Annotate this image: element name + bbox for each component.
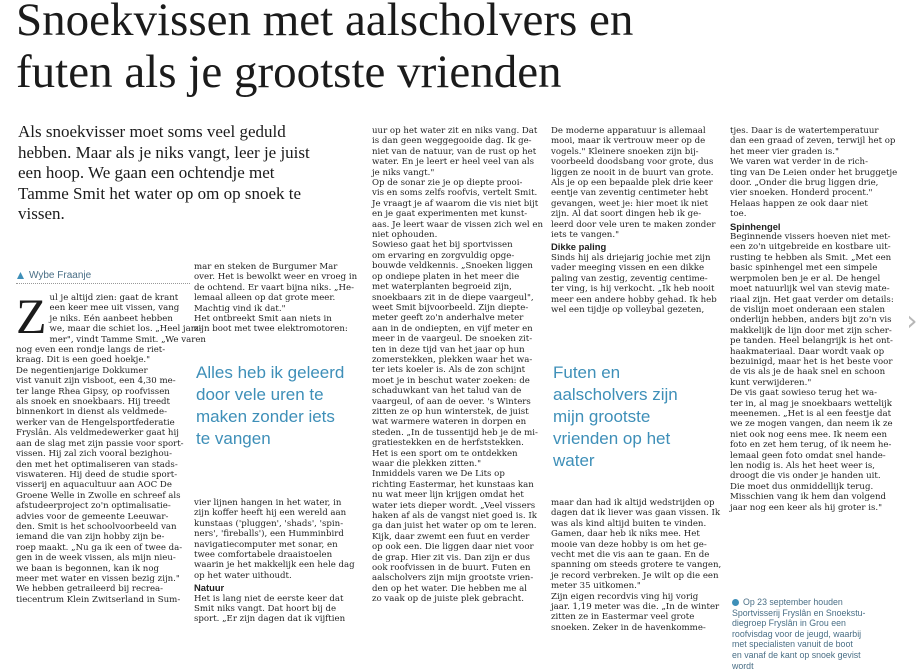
body-text-line: om ervaring en zorgvuldig opge- [372, 250, 515, 261]
body-text-line: het meer vier graden is." [730, 146, 839, 157]
body-text-line: waar die plekken zitten." [372, 459, 482, 469]
body-text-line: meenemen. „Het is al een feestje dat [730, 408, 892, 419]
column-5-text-2 [730, 232, 902, 513]
body-text-line: snoeken. Zeker in de havenkomme- [551, 622, 706, 633]
body-text-line: Gamen, daar heb ik niks mee. Het [551, 529, 700, 540]
pull-quote-line: maken zonder iets [196, 407, 335, 426]
body-text-line: binnenkort in dienst als veldmede- [16, 407, 168, 418]
body-text-line: bezuinigd, maar het is het beste voor [730, 356, 893, 367]
body-text-line: meer met water en vissen bezig zijn." [16, 573, 180, 584]
body-text-line: toe. [730, 209, 747, 220]
body-text-line: ten in deze tijd van het jaar op hun [372, 344, 525, 355]
body-text-line: richting Eastermar, het kunstaas kan [372, 479, 534, 490]
body-text-line: advies voor de gemeente Leeuwar- [16, 511, 169, 522]
body-text-line: je niks. Eén aanbeet hebben [49, 313, 173, 324]
next-page-chevron-icon[interactable]: › [906, 303, 918, 337]
body-text-line: kunstaas ('pluggen', 'shads', 'spin- [194, 518, 344, 529]
body-text-line: kunt verwijderen." [730, 377, 812, 388]
body-text-line: op ondiepe platen in het meer die [372, 271, 520, 282]
body-text-line: vader meeging vissen en een dikke [551, 263, 705, 274]
author-icon [16, 271, 25, 280]
column-5 [730, 126, 902, 513]
body-text-line: ners', 'fireballs'), een Humminbird [194, 529, 344, 540]
body-text-line: viswateren. Hij deed de studie sport- [16, 469, 178, 480]
body-text-line: de vis als je de haak snel en schoon [730, 367, 886, 378]
subheading-dikke-paling: Dikke paling [551, 241, 607, 253]
body-text-line: zo vaak op de juiste plek gebracht. [372, 594, 524, 605]
body-text-line: vaargeul, of aan de oever. 's Winters [372, 396, 531, 407]
info-note [732, 597, 902, 671]
body-text-line: bouwde veldkennis. „Snoeken liggen [372, 261, 533, 272]
body-text-line: ook roofvissen in de buurt. Futen en [372, 563, 531, 574]
body-text-line: lemaal geen foto omdat snel hande- [730, 450, 886, 461]
body-text-line: mooi, maar ik vertrouw meer op de [551, 136, 706, 147]
body-text-line: droogt die vis onder je handen uit. [730, 471, 881, 482]
intro-line: vissen. [18, 204, 65, 223]
body-text-line: iets te vangen." [551, 230, 620, 241]
body-text-line: meter geeft zo'n anderhalve meter [372, 313, 524, 324]
intro-line: hebben. Maar als je niks vangt, leer je juist [18, 142, 310, 162]
body-text-line: op het water uithoudt. [194, 570, 292, 581]
body-text-line: Helaas happen ze ook daar niet [730, 198, 868, 209]
column-3-text [372, 126, 544, 605]
body-text-line: den met het optimaliseren van stads- [16, 459, 178, 470]
body-text-line: Groene Welle in Zwolle en schreef als [16, 490, 181, 501]
body-text-line: mar en steken de Burgumer Mar [194, 262, 338, 272]
body-text-line: een keer mee uit vissen, vang [49, 303, 180, 314]
body-text-line: De vis gaat sowieso terug het wa- [730, 388, 878, 399]
body-text-line: zijn koffer heeft hij een wereld aan [194, 508, 347, 519]
column-2-lower-text [194, 498, 366, 581]
bullet-icon [732, 599, 739, 606]
body-text-line: Je vraagt je af waarom die vis niet bijt [372, 198, 539, 209]
body-text-line: we, maar die schiet los. „Heel jam- [49, 324, 202, 335]
body-text-line: wat warmere wateren in dorpen en [372, 417, 527, 428]
body-text-line: Sinds hij als driejarig jochie met zijn [551, 252, 711, 263]
body-text-line: nog even een rondje langs de riet- [16, 345, 166, 356]
body-text-line: op ook een. Die liggen daar niet voor [372, 542, 534, 553]
body-text-line: De negentienjarige Dokkumer [16, 365, 148, 376]
column-5-text [730, 126, 902, 220]
body-text-line: ter lange Rhea Gipsy, op roofvissen [16, 386, 170, 397]
body-text-line: vissen. Hij zal zich vooral bezighou- [16, 449, 173, 460]
body-text-line: onderlijn hebben, anders bijt zo'n vis [730, 315, 892, 326]
info-note-line: met specialisten vanuit de boot [732, 639, 853, 650]
body-text-line: kraag. Dit is een goed hoekje." [16, 355, 151, 366]
body-text-line: vogels." Kleinere snoeken zijn bij- [551, 146, 699, 157]
body-text-line: voorbeeld doodsbang voor grote, dus [551, 157, 714, 168]
body-text-line: als snoek en snoekbaars. Hij treedt [16, 397, 170, 408]
body-text-line: liggen ze nooit in de buurt van grote. [551, 167, 714, 178]
body-text-line: Beginnende vissers hoeven niet met- [730, 232, 891, 243]
byline [16, 270, 196, 281]
body-text-line: den. Smit is het schoolvoorbeeld van [16, 521, 177, 532]
body-text-line: haakmateriaal. Daar wordt vaak op [730, 346, 885, 357]
pull-quote-line: Futen en [553, 363, 621, 382]
body-text-line: zijn boot met twee elektromotoren: [194, 324, 348, 335]
body-text-line: len nodig is. Als het heet weer is, [730, 461, 875, 471]
body-text-line: basic spinhengel met een simpele [730, 263, 878, 274]
body-text-line: jaar. 1,19 meter was die. „In de winter [551, 602, 720, 613]
column-4-lower-text [551, 498, 723, 633]
intro-line: een hoop. We gaan een ochtendje met [18, 163, 275, 182]
body-text-line: leerd door vele uren te maken zonder [551, 219, 716, 230]
headline-line: futen als je grootste vrienden [16, 46, 562, 98]
headline [16, 0, 776, 98]
column-2-lower-text-2 [194, 594, 366, 625]
body-text-line: eentje van zeventig centimeter hebt [551, 188, 709, 199]
body-text-line: haken af als de vangst niet goed is. Ik [372, 511, 537, 522]
body-text-line: vis en soms zelfs roofvis, vertelt Smit. [372, 188, 538, 199]
body-text-line: pe tanden. Heel belangrijk is het ont- [730, 336, 893, 347]
body-text-line: Op de sonar zie je op diepte prooi- [372, 178, 523, 189]
body-text-line: moet je in beschut water zoeken: de [372, 375, 530, 386]
pull-quote-line: aalscholvers zijn [553, 385, 678, 404]
pull-quote-line: door vele uren te [196, 385, 324, 404]
body-text-line: meter 35 uitkomen." [551, 581, 641, 592]
body-text-line: dan een graad of zeven, terwijl het op [730, 136, 896, 147]
headline-line: Snoekvissen met aalscholvers en [16, 0, 634, 46]
body-text-line: De moderne apparatuur is allemaal [551, 126, 706, 136]
column-4-lower [551, 498, 723, 633]
body-text-line: sport. „Er zijn dagen dat ik vijftien [194, 614, 346, 625]
pull-quote-line: water [553, 451, 595, 470]
body-text-line: navigatiecomputer met sonar, en [194, 539, 338, 550]
body-text-line: Het is lang niet de eerste keer dat [194, 593, 344, 604]
column-2-lower [194, 498, 366, 625]
body-text-line: zomerstekken, plekken waar het wa- [372, 354, 533, 365]
intro-line: Als snoekvisser moet soms veel geduld [18, 122, 286, 141]
body-text-line: ter ving, is hij verkocht. „Ik heb nooit [551, 284, 715, 295]
body-text-line: ter iets koeler is. Als de zon schijnt [372, 365, 526, 376]
info-note-line: en vanaf de kant op snoek gevist [732, 649, 861, 660]
column-2-text [194, 262, 366, 335]
body-text-line: en je gaat experimenten met kunst- [372, 209, 528, 220]
body-text-line: was als kind altijd buiten te vinden. [551, 518, 707, 529]
body-text-line: lemaal alleen op dat grote meer. [194, 293, 336, 304]
body-text-line: mooie van deze hobby is om het ge- [551, 539, 707, 550]
body-text-line: gen in de week vissen, als mijn nieu- [16, 553, 176, 564]
pull-quote-1 [196, 362, 366, 450]
pull-quote-2 [553, 362, 723, 472]
body-text-line: de grap. Hier zit vis. Dan zijn er dus [372, 552, 530, 563]
body-text-line: over. Het is bewolkt weer en vroeg in [194, 272, 358, 283]
body-text-line: snoekbaars zit in de diepe vaargeul", [372, 292, 534, 303]
info-note-line: roofvisdag voor de jeugd, waarbij [732, 628, 862, 639]
body-text-line: schaduwkant van het talud van de [372, 386, 522, 397]
body-text-line: zijn. Al dat soort dingen heb ik ge- [551, 209, 702, 220]
info-note-line-first [732, 597, 902, 608]
body-text-line: Het is een sport om te ontdekken [372, 448, 518, 459]
body-text-line: aalscholvers zijn mijn grootste vrien- [372, 573, 534, 584]
byline-author: Wybe Fraanje [29, 270, 92, 281]
body-text-line: niet van de natuur, van de rust op het [372, 146, 537, 157]
body-text-line: weet Smit bijvoorbeeld. Zijn diepte- [372, 302, 529, 313]
body-text-line: iemand die van zijn hobby zijn be- [16, 532, 165, 543]
body-text-line: een zo'n uitgebreide en kostbare uit- [730, 242, 891, 253]
info-note-line: wordt [732, 660, 754, 671]
body-text-line: vier snoeken. Honderd procent." [730, 188, 873, 199]
body-text-line: uur op het water zit en niks vang. Dat [372, 126, 538, 136]
body-text-line: We varen wat verder in de rich- [730, 157, 868, 168]
subheading-spinhengel: Spinhengel [730, 220, 781, 232]
body-text-line: zitten ze in Eastermar veel grote [551, 612, 695, 623]
body-text-line: Als je op een bepaalde plek drie keer [551, 178, 713, 189]
body-text-line: Machtig vind ik dat." [194, 303, 286, 314]
pull-quote-line: mijn grootste [553, 407, 651, 426]
body-text-line: ter in, al mag je snoekbaars wettelijk [730, 398, 892, 409]
body-text-line: je niks vangt." [372, 167, 435, 178]
body-text-line: steden. „In de tussentijd heb je de mi- [372, 427, 538, 438]
body-text-line: je record verbreken. Je wilt op die een [551, 570, 719, 581]
info-note-line: Op 23 september houden [743, 597, 843, 607]
body-text-line: we baan is begonnen, kan ik nog [16, 563, 159, 574]
body-text-line: moet natuurlijk wel van stevig mate- [730, 284, 890, 295]
body-text-line: Sowieso gaat het bij sportvissen [372, 240, 513, 251]
body-text-line: Fryslân. Als veldmedewerker gaat hij [16, 428, 179, 439]
body-text-line: Smit niks vangt. Dat hoort bij de [194, 604, 337, 615]
intro-line: Tamme Smit het water op om op snoek te [18, 183, 302, 203]
body-text-line: gratiestekken en de herfststekken. [372, 438, 524, 449]
body-text-line: met waterplanten begroeid zijn, [372, 282, 512, 293]
body-text-line: maar dan had ik altijd wedstrijden op [551, 498, 715, 508]
body-text-line: riaal zijn. Het gaat verder om details: [730, 294, 894, 305]
body-text-line: tjes. Daar is de watertemperatuur [730, 126, 879, 136]
body-text-line: aan de slag met zijn passie voor sport- [16, 438, 184, 449]
body-text-line: werker van de Hengelsportfederatie [16, 417, 175, 428]
body-text-line: vecht met die vis aan te gaan. En de [551, 550, 710, 561]
column-3 [372, 126, 544, 605]
body-text-line: roep maakt. „Nu ga ik een of twee da- [16, 542, 183, 553]
body-text-line: vier lijnen hangen in het water, in [194, 498, 342, 508]
column-1 [16, 288, 206, 605]
byline-divider [16, 283, 190, 284]
body-text-line: makkelijk de lijn door met zijn scher- [730, 325, 892, 336]
column-2 [194, 262, 366, 335]
body-text-line: Inmiddels varen we De Lits op [372, 469, 505, 480]
column-4-text [551, 126, 723, 240]
body-text-line: gevangen, weet je: hier moet ik niet [551, 198, 709, 209]
body-text-line: Zijn eigen recordvis ving hij vorig [551, 591, 699, 602]
body-text-line: water. En je leert er heel veel van als [372, 157, 535, 168]
body-text-line: ting van De Leien onder het bruggetje [730, 167, 898, 178]
body-text-line: Misschien vang ik hem dan volgend [730, 492, 887, 503]
body-text-line: water iets dieper wordt. „Veel vissers [372, 500, 536, 511]
dropcap: Z [16, 288, 47, 344]
body-text-line: zitten ze op hun winterstek, de juist [372, 406, 529, 417]
body-text-line: rusting te hebben als Smit. „Met een [730, 252, 892, 263]
body-text-line: twee comfortabele draaistoelen [194, 550, 333, 561]
body-text-line: we ze mogen vangen, dan neem ik ze [730, 419, 893, 430]
body-text-line: meer een andere hobby gehad. Ik heb [551, 294, 717, 305]
body-text-line: de vislijn moet onderaan een stalen [730, 304, 886, 315]
body-text-line: de ochtend. Er vaart bijna niks. „He- [194, 282, 354, 293]
body-text-line: Het ontbreekt Smit aan niets in [194, 314, 332, 325]
body-text-line: tiecentrum Klein Zwitserland in Sum- [16, 594, 181, 605]
body-text-line: niet ophouden. [372, 230, 438, 241]
body-text-line: door. „Onder die brug liggen drie, [730, 178, 879, 189]
body-text-line: aan in de ondiepten, en vijf meter en [372, 323, 533, 334]
intro-paragraph [18, 122, 392, 225]
pull-quote-line: Alles heb ik geleerd [196, 363, 345, 382]
body-text-line: afstudeerproject zo'n optimalisatie- [16, 501, 171, 512]
body-text-line: vist vanuit zijn visboot, een 4,30 me- [16, 376, 176, 387]
body-text-line: aas. Je leert waar de vissen zich wel en [372, 219, 544, 230]
body-text-line: meer in de vaargeul. De snoeken zit- [372, 334, 533, 345]
body-text-line: waarin je het makkelijk een hele dag [194, 560, 355, 571]
body-text-line: Kijk, daar zwemt een fuut en verder [372, 531, 530, 542]
body-text-line: wel een tijdje op volleybal gezeten, [551, 304, 705, 315]
body-text-line: is dan geen weggegooide dag. Ik ge- [372, 136, 532, 147]
body-text-line: ga dan juist het water op om te leren. [372, 521, 537, 532]
info-note-line: diegroep Fryslân in Grou een [732, 618, 846, 629]
body-text-line: jaar nog een keer als hij groter is." [730, 502, 883, 513]
body-text-line: paling van zestig, zeventig centime- [551, 273, 708, 284]
body-text-line: spanning om steeds grotere te vangen, [551, 560, 722, 571]
body-text-line: werpmolen ben je er al. De hengel [730, 273, 881, 284]
pull-quote-line: te vangen [196, 429, 271, 448]
subheading-natuur: Natuur [194, 582, 225, 594]
column-4-text-2 [551, 253, 723, 315]
body-text-line: nu wat meer lijn krijgen omdat het [372, 490, 524, 501]
body-text-line: We hebben getraileerd bij recrea- [16, 584, 164, 595]
body-text-line: ul je altijd zien: gaat de krant [49, 293, 179, 303]
body-text-line: foto en zet hem terug, of ik neem he- [730, 440, 892, 451]
body-text-line: mer", vindt Tamme Smit. „We varen [49, 334, 206, 345]
body-text-line: Die moet dus onmiddellijk terug. [730, 481, 874, 492]
pull-quote-line: vrienden op het [553, 429, 671, 448]
column-4 [551, 126, 723, 315]
info-note-line: Sportvisserij Fryslân en Snoekstu- [732, 607, 866, 618]
body-text-line: niet ook nog eens mee. Ik neem een [730, 429, 888, 440]
body-text-line: visserij en aquacultuur aan AOC De [16, 480, 172, 491]
body-text-line: dagen dat ik liever was gaan vissen. Ik [551, 508, 721, 519]
body-text-line: den op het water. Die hebben me al [372, 583, 527, 594]
